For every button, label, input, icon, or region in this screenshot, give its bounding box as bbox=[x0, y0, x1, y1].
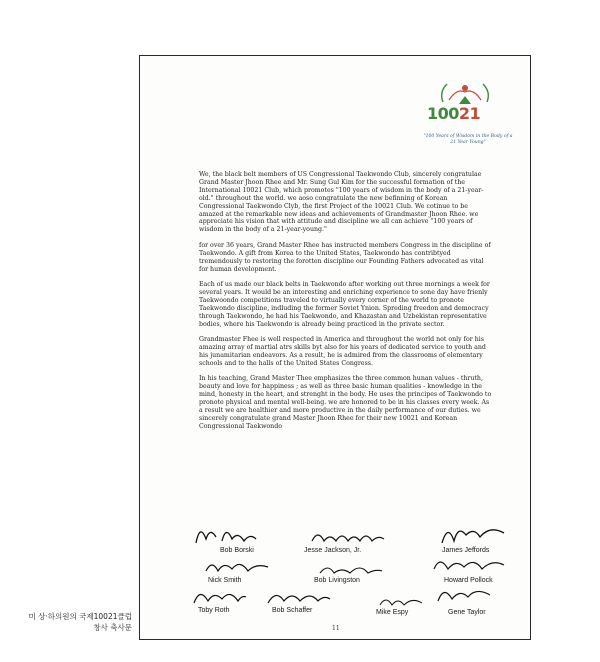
paragraph: We, the black belt members of US Congressional Taekwondo Club, sincerely congratulae Grand Master Jhoon Rhee and Mr. Sung Gul Kim for the successful formation of the International 10021 Club, which promotes "100 years of wisdom in the body of a 21-year-old." throughout the world. we aoso congratulate the new befinning of Korean Congressional Taekwondo Clyb, the first Project of the 10021 Club. We cotinue to be amazed at the remarkable new ideas and achievements of Grandmaster Jhoon Rhee. we appreciate his vision that with attitude and discipline we all can achieve "100 years of wisdom in the body of a 21-year-young." bbox=[199, 171, 484, 234]
caption-line: 창사 축사문 bbox=[93, 623, 132, 632]
signature-scribble bbox=[202, 557, 272, 577]
paragraph: for over 36 years, Grand Master Rhee has instructed members Congress in the discipline of Taekwondo. A gift from Korea to the United States, Taekwondo has contribtyed tremendously to restoring the forotten discipline our Founding Fathers advocated as vital for human development. bbox=[199, 241, 491, 273]
signatory-name: Bob Borski bbox=[220, 547, 254, 554]
signatory-name: Toby Roth bbox=[198, 607, 230, 614]
paragraph: Each of us made our black belts in Taekwondo after working out three mornings a week for several years. It would be an interesting and enriching experience to sone day have frienly Taekwoondo competitions traveled to virtually every corner of the world to pronote Taekwondo discipline, indluding the former Soviet Ynion. Spreding freedon and democracy through Taekwondo, he had his Taekwondo, and Khazastan and Uzbekistan representative bodies, where his Taekwondo is already being practiced in the private sector. bbox=[199, 281, 490, 328]
signature-scribble bbox=[308, 527, 388, 549]
laurel-emblem-icon bbox=[435, 80, 495, 106]
logo-number: 10021 bbox=[427, 104, 481, 123]
signature-scribble bbox=[430, 553, 510, 575]
signatory-name: Howard Pollock bbox=[444, 577, 493, 584]
signature-scribble bbox=[434, 583, 494, 605]
signature-scribble bbox=[264, 587, 334, 607]
club-logo bbox=[415, 80, 515, 150]
signature-scribble bbox=[192, 521, 262, 547]
paragraph: In his teaching, Grand Master Thee emphasizes the three common hunan values - thruth, beauty and love for happiness ; as well as three basic human qualities - knowledge in the mind, honesty in the heart, and strenght in the body. He uses the principes of Taekwondo to pronote physical and mental well-being. we are honored to be in his classes every week. As a result we are healthier and more productive in the daily performance of our duties. we sincerely congratulate grand Master Jhoon Rhee for their new 10021 and Korean Congressional Taekwondo bbox=[199, 375, 492, 430]
paragraph: Grandmaster Fhee is well respected in America and throughout the world not only for his amazing array of martial atrs skills byt also for his years of dedicated service to youth and his junamitarian endeavors. As a result, he is admired from the classrooms of elementary schools and to the halls of the United States Congress. bbox=[199, 336, 486, 367]
page-number: 11 bbox=[332, 625, 340, 632]
signatory-name: Nick Smith bbox=[208, 577, 242, 584]
signature-block bbox=[180, 521, 510, 631]
letter-body bbox=[199, 171, 494, 438]
signature-scribble bbox=[190, 585, 250, 607]
signatory-name: Mike Espy bbox=[376, 609, 409, 616]
signature-scribble bbox=[376, 593, 426, 609]
signatory-name: Bob Livingston bbox=[314, 577, 360, 584]
letter-page bbox=[139, 55, 531, 640]
signatory-name: Gene Taylor bbox=[448, 609, 486, 616]
signatory-name: James Jeffords bbox=[442, 547, 490, 554]
signatory-name: Bob Schaffer bbox=[272, 607, 313, 614]
photo-caption bbox=[29, 611, 132, 633]
signatory-name: Jesse Jackson, Jr. bbox=[304, 547, 362, 554]
signature-scribble bbox=[436, 521, 510, 547]
caption-line: 미 상·하의원의 국제10021클럽 bbox=[28, 612, 132, 621]
logo-tagline: "100 Years of Wisdom in the Body of a 21 Year Young" bbox=[423, 134, 513, 145]
